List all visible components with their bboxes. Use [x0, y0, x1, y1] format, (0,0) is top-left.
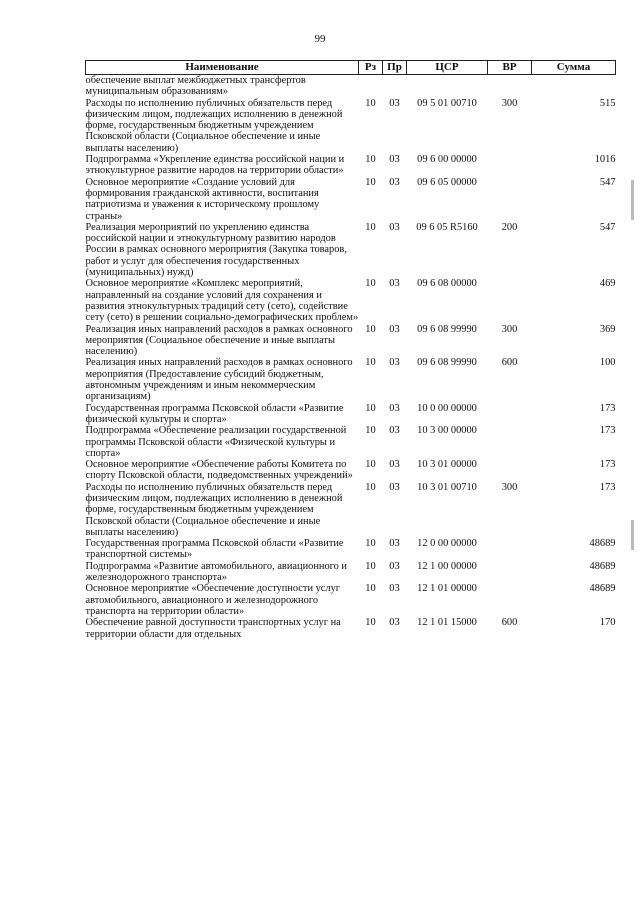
cell-name: Основное мероприятие «Создание условий для формирования гражданской активности, воспитания патриотизма и уважения к историческому прошлому страны» [85, 176, 320, 222]
cell-rz: 10 [365, 97, 376, 109]
cell-rz: 10 [365, 481, 376, 493]
table-row [86, 617, 616, 640]
cell-pr: 03 [389, 560, 400, 572]
cell-vr: 300 [501, 323, 518, 335]
cell-pr: 03 [389, 278, 400, 290]
cell-pr: 03 [389, 538, 400, 550]
cell-pr: 03 [389, 221, 400, 233]
cell-vr: 600 [501, 617, 518, 629]
cell-sum: 48689 [589, 583, 616, 595]
table-row [86, 278, 616, 323]
table-row [86, 583, 616, 617]
cell-csr: 09 6 08 00000 [417, 278, 477, 290]
table-row [86, 154, 616, 177]
table-row [86, 482, 616, 538]
table-header [86, 61, 616, 75]
cell-name: Подпрограмма «Развитие автомобильного, авиационного и железнодорожного транспорта» [85, 560, 347, 584]
header-pr: Пр [383, 61, 407, 75]
cell-rz: 10 [365, 176, 376, 188]
cell-csr [407, 75, 488, 98]
cell-rz [359, 75, 383, 98]
cell-name: Основное мероприятие «Обеспечение работы Комитета по спорту Псковской области, подведомственных учреждений» [85, 459, 353, 482]
cell-sum: 173 [599, 425, 616, 437]
cell-name: Основное мероприятие «Обеспечение доступности услуг автомобильного, авиационного и железнодорожного транспорта на территории области» [85, 583, 341, 617]
cell-csr: 12 1 01 15000 [417, 617, 477, 629]
cell-name: Государственная программа Псковской области «Развитие физической культуры и спорта» [85, 402, 344, 425]
cell-sum: 173 [599, 459, 616, 471]
cell-csr: 09 6 08 99990 [417, 357, 477, 369]
cell-name: Государственная программа Псковской области «Развитие транспортной системы» [85, 538, 344, 561]
cell-sum: 173 [599, 481, 616, 493]
cell-rz: 10 [365, 221, 376, 233]
budget-table [85, 60, 616, 640]
table-row [86, 222, 616, 278]
table-row [86, 177, 616, 222]
cell-sum: 170 [599, 617, 616, 629]
cell-rz: 10 [365, 154, 376, 166]
cell-name: обеспечение выплат межбюджетных трансфертов муниципальным образованиям» [85, 75, 306, 98]
cell-pr: 03 [389, 154, 400, 166]
cell-csr: 10 3 01 00710 [417, 481, 477, 493]
cell-vr: 300 [501, 481, 518, 493]
cell-csr: 09 5 01 00710 [417, 97, 477, 109]
cell-sum: 547 [599, 221, 616, 233]
table-row [86, 425, 616, 459]
table-row [86, 324, 616, 358]
cell-vr: 600 [501, 357, 518, 369]
cell-pr: 03 [389, 459, 400, 471]
cell-vr: 300 [501, 97, 518, 109]
cell-vr [488, 177, 532, 222]
cell-vr [488, 403, 532, 426]
cell-pr: 03 [389, 583, 400, 595]
cell-sum: 48689 [589, 538, 616, 550]
header-csr: ЦСР [407, 61, 488, 75]
cell-rz: 10 [365, 459, 376, 471]
cell-pr: 03 [389, 97, 400, 109]
cell-vr [488, 538, 532, 561]
cell-sum: 100 [599, 357, 616, 369]
cell-pr: 03 [389, 425, 400, 437]
cell-pr: 03 [389, 357, 400, 369]
cell-pr [383, 75, 407, 98]
cell-sum [532, 75, 616, 98]
cell-csr: 09 6 05 R5160 [416, 221, 478, 233]
cell-csr: 09 6 05 00000 [417, 176, 477, 188]
header-rz: Рз [359, 61, 383, 75]
table-row [86, 403, 616, 426]
cell-csr: 09 6 00 00000 [417, 154, 477, 166]
cell-sum: 469 [599, 278, 616, 290]
table-row [86, 98, 616, 154]
cell-csr: 12 1 00 00000 [417, 560, 477, 572]
cell-pr: 03 [389, 402, 400, 414]
table-row [86, 357, 616, 402]
table-row [86, 75, 616, 98]
cell-pr: 03 [389, 176, 400, 188]
cell-sum: 48689 [589, 560, 616, 572]
cell-name: Расходы по исполнению публичных обязательств перед физическим лицом, подлежащих исполнению в денежной форме, государственным бюджетным учреждением Псковской области (Социальное обеспечение и иные выплаты населению) [85, 97, 343, 154]
cell-rz: 10 [365, 583, 376, 595]
cell-vr [488, 459, 532, 482]
cell-csr: 12 1 01 00000 [417, 583, 477, 595]
table-row [86, 538, 616, 561]
cell-rz: 10 [365, 425, 376, 437]
cell-sum: 547 [599, 176, 616, 188]
cell-sum: 369 [599, 323, 616, 335]
cell-rz: 10 [365, 560, 376, 572]
cell-vr [488, 75, 532, 98]
cell-rz: 10 [365, 617, 376, 629]
header-name: Наименование [86, 61, 359, 75]
cell-vr [488, 425, 532, 459]
header-vr: ВР [488, 61, 532, 75]
cell-sum: 1016 [594, 154, 616, 166]
cell-vr [488, 278, 532, 323]
cell-rz: 10 [365, 357, 376, 369]
cell-sum: 173 [599, 402, 616, 414]
cell-vr [488, 154, 532, 177]
cell-name: Основное мероприятие «Комплекс мероприятий, направленный на создание условий для сохранения и развития этнокультурных традиций сету (сето), содействие сету (сето) в решении социально-демографических проблем» [85, 278, 359, 324]
table-row [86, 561, 616, 584]
cell-name: Расходы по исполнению публичных обязательств перед физическим лицом, подлежащих исполнению в денежной форме, государственным бюджетным учреждением Псковской области (Социальное обеспечение и иные выплаты населению) [85, 481, 343, 538]
cell-name: Обеспечение равной доступности транспортных услуг на территории области для отдельных [85, 617, 341, 640]
scan-edge-mark [631, 520, 634, 550]
cell-rz: 10 [365, 278, 376, 290]
cell-sum: 515 [599, 97, 616, 109]
page-number: 99 [314, 33, 326, 45]
cell-pr: 03 [389, 617, 400, 629]
cell-pr: 03 [389, 481, 400, 493]
cell-vr: 200 [501, 221, 518, 233]
cell-vr [488, 561, 532, 584]
cell-csr: 10 0 00 00000 [417, 402, 477, 414]
cell-rz: 10 [365, 402, 376, 414]
cell-name: Подпрограмма «Обеспечение реализации государственной программы Псковской области «Физической культуры и спорта» [85, 425, 347, 459]
cell-pr: 03 [389, 323, 400, 335]
cell-csr: 10 3 00 00000 [417, 425, 477, 437]
scan-edge-mark [631, 180, 634, 220]
cell-csr: 09 6 08 99990 [417, 323, 477, 335]
table-row [86, 459, 616, 482]
cell-name: Реализация иных направлений расходов в рамках основного мероприятия (Предоставление субсидий бюджетным, автономным учреждениям и иным некоммерческим организациям) [85, 357, 353, 403]
cell-csr: 10 3 01 00000 [417, 459, 477, 471]
header-sum: Сумма [532, 61, 616, 75]
cell-name: Подпрограмма «Укрепление единства российской нации и этнокультурное развитие народов на территории области» [85, 154, 345, 177]
cell-name: Реализация иных направлений расходов в рамках основного мероприятия (Социальное обеспечение и иные выплаты населению) [85, 323, 353, 358]
cell-name: Реализация мероприятий по укреплению единства российской нации и этнокультурному развитию народов России в рамках основного мероприятия (Закупка товаров, работ и услуг для обеспечения государственных (муниципальных) нужд) [85, 221, 347, 279]
cell-rz: 10 [365, 323, 376, 335]
cell-rz: 10 [365, 538, 376, 550]
cell-vr [488, 583, 532, 617]
cell-csr: 12 0 00 00000 [417, 538, 477, 550]
table-body [86, 75, 616, 640]
